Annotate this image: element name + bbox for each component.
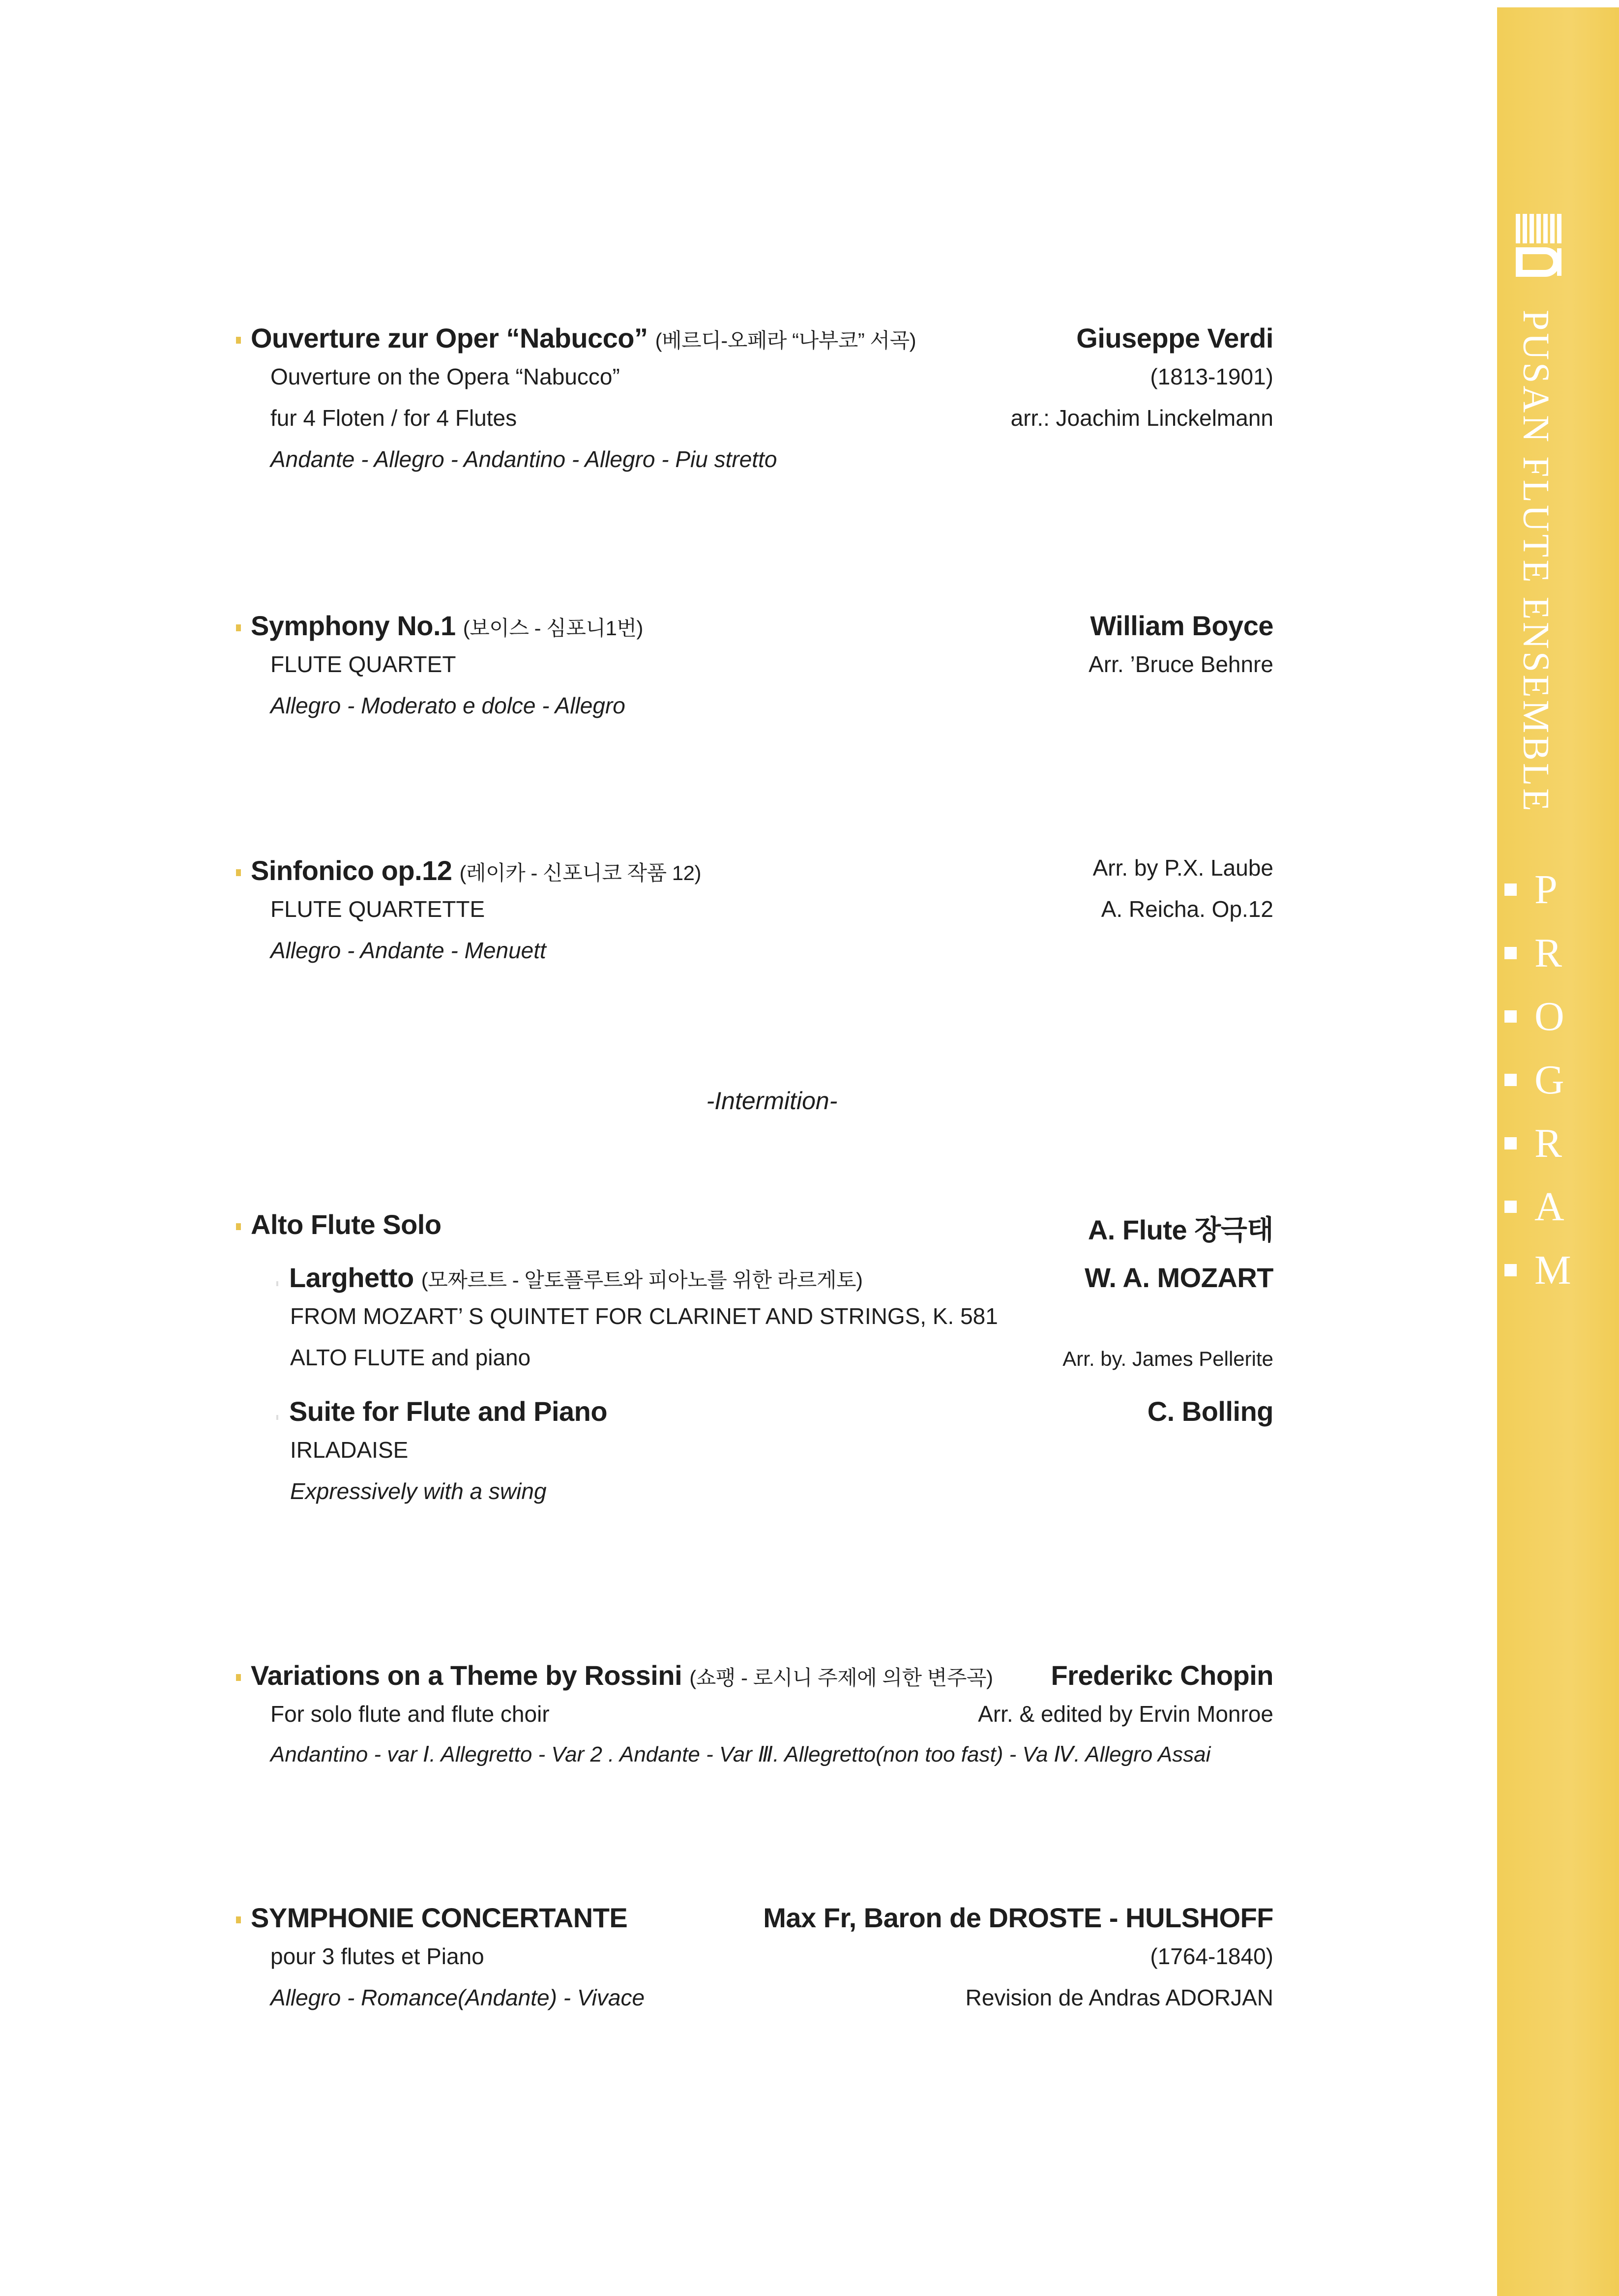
performer: A. Flute 장극태 (1088, 1214, 1273, 1245)
composer-dates: (1764-1840) (1150, 1943, 1273, 1969)
arranger: Arr. by P.X. Laube (1092, 855, 1273, 881)
piece-title: Sinfonico op.12 (레이카 - 신포니코 작품 12) (251, 855, 701, 886)
bullet-icon (236, 1223, 241, 1230)
instrumentation: For solo flute and flute choir (270, 1701, 550, 1727)
movements: Andante - Allegro - Andantino - Allegro - Piu stretto (270, 446, 777, 472)
piece-title: Symphony No.1 (보이스 - 심포니1번) (251, 610, 643, 641)
arranger: Arr. ’Bruce Behnre (1089, 651, 1273, 677)
instrumentation: FLUTE QUARTET (270, 651, 456, 677)
program-item-alto-flute (236, 1208, 1273, 1519)
instrumentation: pour 3 flutes et Piano (270, 1943, 484, 1969)
program-letter: A (1504, 1175, 1603, 1238)
movements: Andantino - var Ⅰ. Allegretto - Var 2 . Andante - Var Ⅲ. Allegretto(non too fast) - Va Ⅳ. Allegro Assai (270, 1742, 1211, 1766)
composer: C. Bolling (1147, 1396, 1273, 1427)
program-letter: R (1504, 921, 1603, 985)
sub-piece-title: Suite for Flute and Piano (289, 1396, 608, 1427)
movement: IRLADAISE (290, 1437, 409, 1463)
movements: Allegro - Moderato e dolce - Allegro (270, 693, 625, 718)
revision: Revision de Andras ADORJAN (965, 1985, 1273, 2010)
program-letter: O (1504, 985, 1603, 1048)
instrumentation: FLUTE QUARTETTE (270, 896, 485, 922)
composer: A. Reicha. Op.12 (1101, 896, 1273, 922)
program-item-droste (236, 1902, 1273, 2026)
program-vertical-label (1504, 858, 1603, 1302)
program-letter: M (1504, 1238, 1603, 1302)
sub-bullet-icon (276, 1281, 278, 1286)
program-letter: P (1504, 858, 1603, 921)
instrumentation: fur 4 Floten / for 4 Flutes (270, 405, 517, 431)
movements: Allegro - Romance(Andante) - Vivace (270, 1985, 645, 2010)
piece-title: Variations on a Theme by Rossini (쇼팽 - 로시니 주제에 의한 변주곡) (251, 1660, 993, 1691)
composer: William Boyce (1090, 610, 1273, 641)
sub-bullet-icon (276, 1415, 278, 1420)
composer-dates: (1813-1901) (1150, 364, 1273, 389)
composer: W. A. MOZART (1085, 1262, 1273, 1293)
movements: Allegro - Andante - Menuett (270, 938, 546, 963)
composer: Giuseppe Verdi (1076, 323, 1273, 353)
ensemble-logo-icon (1516, 214, 1570, 278)
program-item-nabucco (236, 322, 1273, 487)
program-item-chopin (236, 1659, 1273, 1783)
bullet-icon (236, 869, 241, 876)
arranger: arr.: Joachim Linckelmann (1010, 405, 1273, 431)
bullet-icon (236, 624, 241, 631)
intermission-label: -Intermition- (706, 1087, 838, 1115)
piece-title: Ouverture zur Oper “Nabucco” (베르디-오페라 “나부코” 서곡) (251, 323, 916, 353)
tempo-marking: Expressively with a swing (290, 1478, 547, 1504)
arranger: Arr. by. James Pellerite (1062, 1347, 1273, 1370)
source-work: FROM MOZART’ S QUINTET FOR CLARINET AND STRINGS, K. 581 (290, 1303, 998, 1329)
program-item-reicha (236, 854, 1273, 978)
bullet-icon (236, 1674, 241, 1681)
instrumentation: ALTO FLUTE and piano (290, 1345, 531, 1370)
arranger: Arr. & edited by Ervin Monroe (978, 1701, 1273, 1727)
program-letter: R (1504, 1112, 1603, 1175)
ensemble-name: PUSAN FLUTE ENSEMBLE (1515, 310, 1557, 814)
bullet-icon (236, 337, 241, 344)
bullet-icon (236, 1916, 241, 1923)
piece-title: SYMPHONIE CONCERTANTE (251, 1902, 628, 1933)
sub-piece-title: Larghetto (모짜르트 - 알토플루트와 피아노를 위한 라르게토) (289, 1262, 863, 1293)
program-item-boyce (236, 610, 1273, 734)
piece-subtitle: Ouverture on the Opera “Nabucco” (270, 364, 620, 389)
piece-title: Alto Flute Solo (251, 1209, 442, 1240)
composer: Frederikc Chopin (1051, 1660, 1273, 1691)
program-letter: G (1504, 1048, 1603, 1112)
composer: Max Fr, Baron de DROSTE - HULSHOFF (763, 1902, 1273, 1933)
